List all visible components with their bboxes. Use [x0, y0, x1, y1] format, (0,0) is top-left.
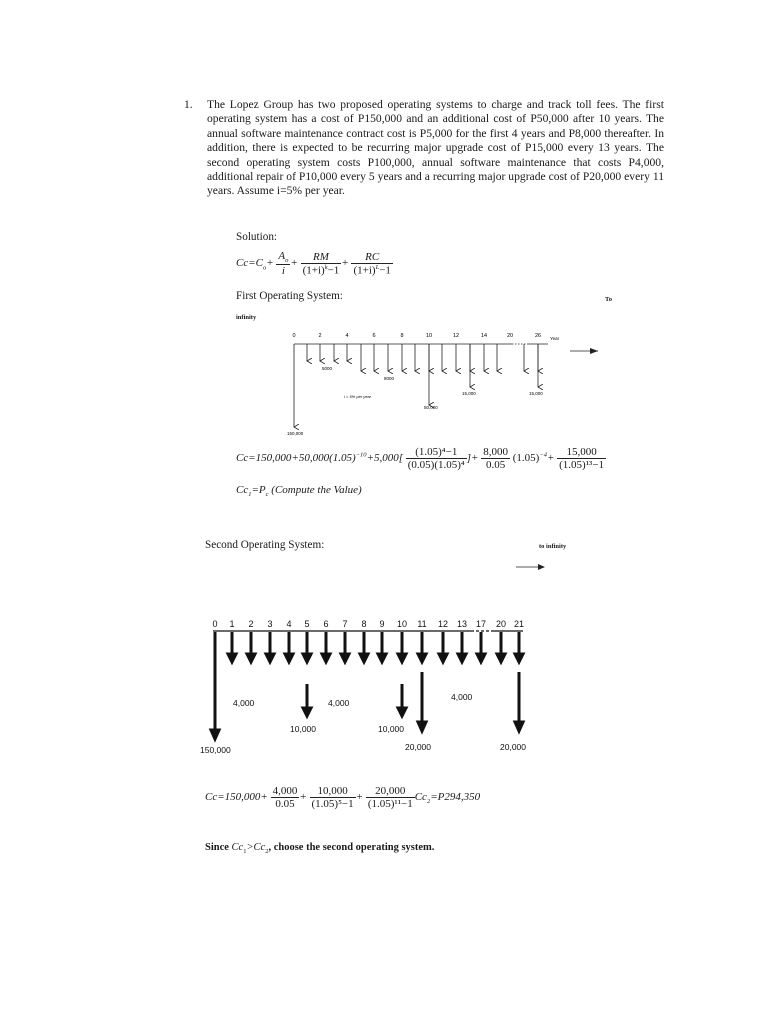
initial-cost-arrow-2	[211, 632, 219, 739]
cc1-line	[236, 484, 362, 498]
tick-label: 20	[506, 333, 514, 339]
eq1-plus: +	[546, 452, 555, 465]
tick-label: 12	[452, 333, 460, 339]
repair-label-2a: 10,000	[290, 724, 316, 734]
eq1-fraction-1	[406, 446, 467, 471]
tick-label: 4	[286, 619, 292, 629]
eq1-start: Cc=150,000+50,000(1.05)	[236, 452, 356, 465]
to-infinity-arrow-2	[514, 561, 548, 573]
eq2-fraction-1	[271, 785, 300, 810]
formula-lhs: Cc=C	[236, 257, 263, 270]
formula-fraction-rm	[301, 251, 342, 277]
eq1-mid3: (1.05)	[512, 452, 540, 465]
tick-label: 0	[292, 333, 296, 339]
interest-rate-label: i = 5% per year	[344, 394, 372, 399]
cc1-sub2: c	[265, 491, 269, 499]
tick-label: 0	[212, 619, 218, 629]
formula-rc-exp: L	[375, 263, 380, 271]
eq1-f2-den: 0.05	[485, 459, 506, 471]
eq2-f1-num: 4,000	[272, 785, 298, 797]
formula-rc-minus: −1	[379, 264, 391, 277]
eq2-f3-num: 20,000	[366, 785, 415, 798]
formula-rm-minus: −1	[327, 264, 340, 277]
eq1-exp2: −4	[539, 451, 547, 459]
problem-statement	[184, 98, 664, 199]
initial-cost-label: 150,000	[287, 431, 304, 436]
eq1-f3-den: (1.05)¹³−1	[559, 459, 605, 471]
conclusion-gt: >Cc	[246, 842, 266, 853]
tick-label: 9	[379, 619, 385, 629]
tick-label: 2	[248, 619, 254, 629]
formula-rc-num: RC	[351, 251, 392, 264]
formula-rm-den: (1+i)	[302, 264, 325, 277]
eq2-fraction-3	[366, 785, 415, 810]
eq2-start: Cc=150,000+	[205, 791, 268, 804]
second-cc-equation	[205, 785, 480, 810]
conclusion-sub1: 1	[243, 848, 247, 856]
cash-flow-diagram-1	[280, 325, 610, 440]
eq2-tail-value: =P294,350	[430, 791, 481, 804]
upgrade-label-2b: 20,000	[500, 742, 526, 752]
tick-label: 26	[534, 333, 542, 339]
upgrade-label-2a: 20,000	[405, 742, 431, 752]
tick-label: 21	[513, 619, 525, 629]
formula-a-sub: o	[285, 257, 289, 265]
maintenance-arrows-2	[228, 632, 523, 662]
eq1-mid2: ]+	[466, 452, 479, 465]
maintenance-label-5000: 5000	[322, 366, 333, 371]
additional-cost-label: 50,000	[424, 405, 438, 410]
tick-label: 14	[480, 333, 488, 339]
eq2-f1-den: 0.05	[275, 798, 295, 810]
eq1-f2-num: 8,000	[483, 446, 508, 458]
first-cc-equation	[236, 446, 606, 471]
eq2-plus1: +	[299, 791, 307, 804]
formula-fraction-rc	[351, 251, 392, 277]
eq2-f2-num: 10,000	[310, 785, 356, 798]
cc1-note: (Compute the Value)	[268, 484, 362, 496]
tick-label: 13	[456, 619, 468, 629]
to-text: To	[605, 296, 612, 303]
upgrade-label-1: 15,000	[462, 391, 476, 396]
general-formula: $Cc=C_o+$ $\frac{A_o}{i}$ + $\frac{RM}{(1+i)^k-1}$ + $\frac{RC}{(1+i)^L-1}$	[236, 250, 391, 278]
tick-label: 20	[495, 619, 507, 629]
eq1-f3-num: 15,000	[557, 446, 606, 459]
to-infinity-text-2: to infinity	[539, 543, 567, 550]
eq1-exp1: −10	[355, 451, 367, 459]
tick-label: 6	[372, 333, 376, 339]
upgrade-label-2: 15,000	[529, 391, 543, 396]
problem-number: 1.	[184, 98, 193, 111]
problem-text: The Lopez Group has two proposed operating systems to charge and track toll fees. The first operating system has a cost of P150,000 and an additional cost of P50,000 after 10 years. The annual software maintenance contract cost is P5,000 for the first 4 years and P8,000 thereafter. In addition, there is expected to be recurring major upgrade cost of P15,000 every 13 years. The second operating system costs P100,000, annual software maintenance that costs P4,000, additional repair of P10,000 every 5 years and a recurring major upgrade cost of P20,000 every 11 years. Assume i=5% per year.	[207, 98, 664, 198]
conclusion-cc1: Cc	[231, 842, 244, 853]
cc1-eq: =P	[251, 484, 266, 496]
eq2-tail: Cc	[414, 791, 427, 804]
maintenance-label-2a: 4,000	[233, 698, 255, 708]
eq1-f1-den: (0.05)(1.05)⁴	[407, 459, 465, 471]
second-system-label: Second Operating System:	[205, 539, 325, 551]
tick-label: 8	[361, 619, 367, 629]
maintenance-label-2c: 4,000	[451, 692, 473, 702]
tick-label: 2	[318, 333, 322, 339]
tick-label: 12	[437, 619, 449, 629]
maintenance-arrows-1	[307, 344, 538, 371]
tick-labels-2	[212, 619, 524, 629]
repair-label-2b: 10,000	[378, 724, 404, 734]
eq2-fraction-2	[310, 785, 356, 810]
conclusion-since: Since	[205, 842, 232, 853]
formula-a-num: A	[278, 250, 286, 262]
tick-label: 6	[323, 619, 329, 629]
tick-label: 3	[267, 619, 273, 629]
cc1-lhs: Cc	[236, 484, 249, 496]
eq1-f1-num: (1.05)⁴−1	[406, 446, 467, 459]
formula-fraction-a	[276, 250, 290, 277]
tick-label: 8	[400, 333, 404, 339]
tick-label: 4	[345, 333, 349, 339]
conclusion-rest: , choose the second operating system.	[268, 842, 435, 853]
tick-label: 11	[417, 619, 427, 629]
repair-arrows-2	[303, 684, 406, 716]
eq2-f3-den: (1.05)¹¹−1	[367, 798, 413, 810]
conclusion-sub2: 2	[265, 848, 269, 856]
tick-label: 10	[396, 619, 408, 629]
tick-label: 7	[342, 619, 348, 629]
tick-label: 10	[425, 333, 433, 339]
maintenance-label-8000: 8000	[384, 376, 395, 381]
solution-label: Solution:	[236, 231, 278, 243]
formula-a-den: i	[281, 265, 285, 278]
initial-cost-label-2: 150,000	[200, 745, 231, 755]
formula-rm-exp: k	[324, 263, 328, 271]
eq2-plus2: +	[355, 791, 364, 804]
infinity-text: infinity	[236, 314, 257, 321]
year-label: Year	[550, 336, 560, 341]
tick-label: 5	[304, 619, 310, 629]
first-system-label: First Operating System:	[236, 290, 343, 302]
cash-flow-diagram-2	[195, 612, 540, 762]
eq2-f2-den: (1.05)⁵−1	[311, 798, 354, 810]
tick-label: 1	[229, 619, 235, 629]
eq2-tail-sub: 2	[426, 798, 431, 806]
conclusion	[205, 842, 434, 855]
eq1-fraction-2	[481, 446, 510, 471]
formula-sub-o: o	[262, 264, 267, 272]
formula-rm-num: RM	[301, 251, 342, 264]
cc1-sub1: 1	[248, 491, 252, 499]
formula-rc-den: (1+i)	[353, 264, 376, 277]
eq1-mid: +5,000[	[366, 452, 404, 465]
maintenance-label-2b: 4,000	[328, 698, 350, 708]
tick-label: 17	[475, 619, 487, 629]
eq1-fraction-3	[557, 446, 606, 471]
